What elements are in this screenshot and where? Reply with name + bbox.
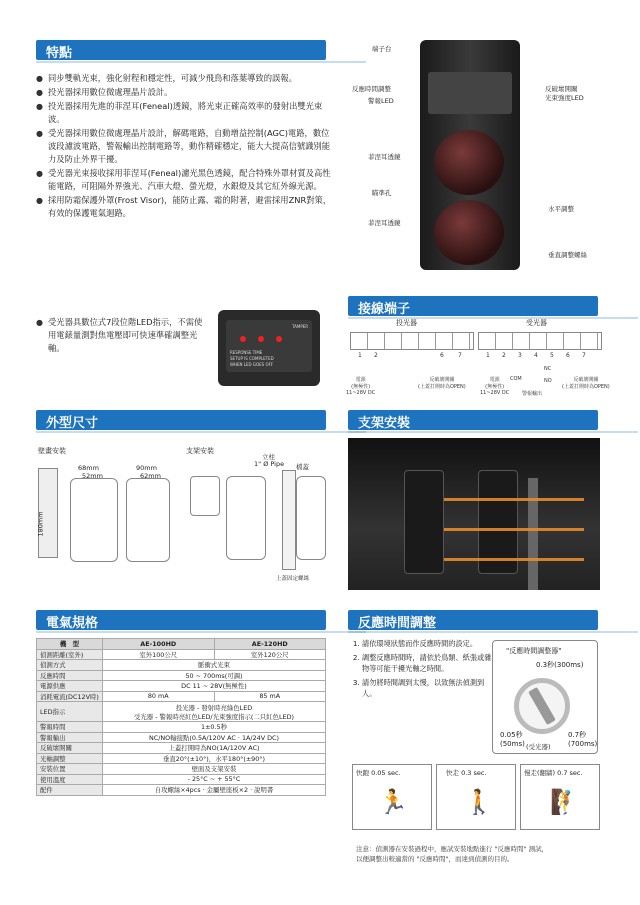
response-dial-title: "反應時間調整器" — [506, 647, 562, 655]
specs-head-100: AE-100HD — [103, 639, 215, 650]
spec-key: 配件 — [37, 785, 103, 796]
label-lens-lower: 菲涅耳透鏡 — [368, 219, 401, 227]
speed-slow-label: 慢走(翻牆) 0.7 sec. — [524, 769, 583, 777]
dimensions-header: 外型尺寸 — [36, 410, 326, 430]
spec-key: 使用溫度 — [37, 774, 103, 785]
feature-item: ● 投光器採用數位微處理晶片設計。 — [36, 86, 332, 99]
response-t700: 0.7秒 (700ms) — [568, 731, 598, 748]
table-row — [37, 702, 326, 722]
table-row — [37, 722, 326, 733]
response-steps — [352, 638, 492, 699]
spec-value: 80 mA — [103, 691, 215, 702]
dim-bracket: 支架安裝 — [186, 447, 214, 455]
spec-value: 1±0.5秒 — [103, 722, 326, 733]
wiring-tx-power: 電源 (無極性) 11~28V DC — [346, 377, 376, 396]
feature-item: ● 受光器採用數位微處理晶片設計，解碼電路，自動增益控制(AGC)電路，數位波段濾波電路，警報輸出控制電路等，動作精確穩定，能大大提高信號識別能力及防止外界干擾。 — [36, 127, 332, 166]
response-step: 3. 請勿將時間調到太慢，以致無法偵測到人。 — [362, 677, 492, 699]
table-row — [37, 681, 326, 692]
runner-icon: 🏃 — [378, 788, 408, 816]
spec-key: 偵測距離(室外) — [37, 649, 103, 660]
spec-value: 室外120公尺 — [214, 649, 326, 660]
feature-item: ● 投光器採用先進的菲涅耳(Feneal)透鏡，將光束正確高效率的發射出雙光束波。 — [36, 100, 332, 126]
led-note — [36, 316, 206, 356]
table-row — [37, 670, 326, 681]
spec-value: 垂直20°(±10°)，水平180°(±90°) — [103, 753, 326, 764]
panel-line2: SETUP IS COMPLETED — [230, 356, 274, 361]
speed-walk-label: 快走 0.3 sec. — [446, 769, 487, 777]
dim-90: 90mm — [136, 464, 157, 472]
spec-key: 電源供應 — [37, 681, 103, 692]
tx-terminal-7: 7 — [458, 352, 462, 359]
features-header: 特點 — [36, 40, 326, 60]
dim-180: 180mm — [36, 511, 45, 537]
dim-bracket-3 — [296, 476, 326, 560]
wiring-rx-power: 電源 (無極性) 11~28V DC — [480, 377, 510, 396]
led-note-item: ● 受光器具數位式7段位階LED指示，不需使用電錶量測對焦電壓即可快速準確調整光軸。 — [36, 316, 206, 355]
specs-head-120: AE-120HD — [214, 639, 326, 650]
specs-head-model: 機 型 — [37, 639, 103, 650]
response-t300: 0.3秒(300ms) — [536, 661, 584, 669]
response-t50: 0.05秒 (50ms) — [500, 731, 525, 748]
wiring-tx-tamper: 反破壞開關 (上蓋打開時為OPEN) — [418, 377, 466, 390]
dim-62: 62mm — [140, 472, 161, 480]
wiring-no: NO — [544, 378, 552, 384]
wiring-com: COM — [510, 376, 522, 382]
tx-terminal-1: 1 — [358, 352, 362, 359]
label-response-adj: 反應時間調整 — [352, 85, 391, 93]
rx-terminal-5: 5 — [550, 352, 554, 359]
specs-head-row — [37, 639, 326, 650]
wiring-tx-label: 投光器 — [396, 319, 417, 327]
product-image — [420, 40, 520, 270]
label-terminal: 端子台 — [372, 45, 392, 53]
response-note: 注意：偵測器在安裝過程中，應試安裝地點進行 "反應時間" 測試， 以便調整出較適當的 "反應時間"，而達到偵測的目的。 — [356, 845, 549, 863]
dim-bracket-1 — [190, 476, 220, 516]
specs-table — [36, 638, 326, 796]
spec-key: 偵測方式 — [37, 660, 103, 671]
spec-value: 50 ~ 700ms(可調) — [103, 670, 326, 681]
table-row — [37, 691, 326, 702]
dim-pipe: 1" Ø Pipe — [254, 460, 285, 468]
features-list — [36, 72, 332, 221]
panel-tamper: TAMPER — [292, 324, 309, 329]
spec-value: 85 mA — [214, 691, 326, 702]
rx-terminal-4: 4 — [534, 352, 538, 359]
feature-item: ● 受光器光束接收採用菲涅耳(Feneal)濾光黑色透鏡，配合特殊外罩材質及高性能電路，可阻隔外界強光、汽車大燈、螢光燈，水銀燈及其它紅外線光源。 — [36, 167, 332, 193]
rx-terminal-3: 3 — [518, 352, 522, 359]
table-row — [37, 785, 326, 796]
response-step: 2. 調整反應時間時，請依於鳥類、紙張或雜物等可能干擾光軸之時間。 — [362, 652, 492, 674]
rx-terminal-block — [478, 332, 602, 350]
wiring-rx-alarm: 警報輸出 — [522, 391, 543, 397]
feature-item: ● 同步雙軌光束，強化射程和穩定性，可減少飛鳥和落葉導致的誤報。 — [36, 72, 332, 85]
spec-key: LED指示 — [37, 702, 103, 722]
led-panel-image — [218, 310, 320, 386]
spec-value: 自攻螺絲×4pcs · 金屬壁座板×2 · 說明書 — [103, 785, 326, 796]
wiring-rx-tamper: 反破壞開關 (上蓋打開時為OPEN) — [562, 377, 610, 390]
walker-icon: 🚶 — [464, 788, 494, 816]
wiring-rx-label: 受光器 — [526, 319, 547, 327]
tx-terminal-2: 2 — [374, 352, 378, 359]
tx-terminal-6: 6 — [440, 352, 444, 359]
spec-value: - 25°C ~ + 55°C — [103, 774, 326, 785]
dim-front-2 — [126, 478, 170, 562]
spec-key: 光軸調整 — [37, 753, 103, 764]
dim-wall: 壁畫安裝 — [38, 447, 66, 455]
spec-value: 上蓋打開時為NO(1A/120V AC) — [103, 743, 326, 754]
spec-value: DC 11 ~ 28V(無極性) — [103, 681, 326, 692]
table-row — [37, 649, 326, 660]
wiring-header: 接線端子 — [348, 296, 598, 316]
specs-header: 電氣規格 — [36, 610, 326, 630]
spec-value: 壁面及支架安裝 — [103, 764, 326, 775]
spec-key: 消耗電流(DC12V時) — [37, 691, 103, 702]
dim-68: 68mm — [78, 464, 99, 472]
spec-value: NC/NO輸接點(0.5A/120V AC · 1A/24V DC) — [103, 732, 326, 743]
spec-value: 室外100公尺 — [103, 649, 215, 660]
climber-icon: 🧗 — [550, 788, 580, 816]
table-row — [37, 753, 326, 764]
spec-key: 反破壞開關 — [37, 743, 103, 754]
dim-pole — [282, 470, 296, 570]
spec-value: 脈衝式光束 — [103, 660, 326, 671]
response-dial-icon — [514, 678, 570, 734]
feature-item: ● 採用防霜保護外罩(Frost Visor)，能防止露、霜的附著，避雷採用ZNR對策，有效的保護電氣迴路。 — [36, 194, 332, 220]
response-rx: (受光器) — [526, 743, 551, 751]
rx-terminal-1: 1 — [486, 352, 490, 359]
dim-front-1 — [70, 478, 118, 562]
panel-line1: RESPONSE TIME — [230, 350, 263, 355]
table-row — [37, 774, 326, 785]
rx-terminal-7: 7 — [582, 352, 586, 359]
dim-screw: 上蓋固定螺絲 — [276, 576, 310, 582]
dim-pole-label: 立柱 — [262, 453, 275, 461]
bracket-install-header: 支架安裝 — [348, 410, 598, 430]
response-header: 反應時間調整 — [348, 610, 598, 630]
spec-key: 警報輸出 — [37, 732, 103, 743]
speed-fast-label: 快跑 0.05 sec. — [356, 769, 401, 777]
spec-value: 投光器 - 發射時亮綠色LED 受光器 - 警報時亮紅色LED/光束強度指示(二只紅色LED) — [103, 702, 326, 722]
dim-52: 52mm — [82, 472, 103, 480]
table-row — [37, 732, 326, 743]
label-lens-upper: 菲涅耳透鏡 — [368, 153, 401, 161]
spec-key: 安裝位置 — [37, 764, 103, 775]
tx-terminal-block — [350, 332, 474, 350]
response-step: 1. 請依環境狀態而作反應時間的設定。 — [362, 638, 492, 649]
bracket-install-photo — [348, 438, 600, 590]
table-row — [37, 660, 326, 671]
table-row — [37, 743, 326, 754]
label-vertical: 垂直調整螺絲 — [548, 251, 587, 259]
rx-terminal-6: 6 — [566, 352, 570, 359]
rx-terminal-2: 2 — [502, 352, 506, 359]
wiring-nc: NC — [544, 366, 552, 372]
panel-line3: WHEN LED GOES OFF — [230, 362, 274, 367]
spec-key: 警報時間 — [37, 722, 103, 733]
spec-key: 反應時間 — [37, 670, 103, 681]
dim-cover: 檔蓋 — [296, 463, 309, 471]
table-row — [37, 764, 326, 775]
label-horizontal: 水平調整 — [548, 205, 574, 213]
label-beam-led: 反破壞開關 光束強度LED — [545, 85, 584, 102]
label-alarm-led: 警報LED — [368, 97, 394, 105]
dim-bracket-2 — [226, 476, 266, 560]
label-sight: 瞄準孔 — [372, 189, 392, 197]
